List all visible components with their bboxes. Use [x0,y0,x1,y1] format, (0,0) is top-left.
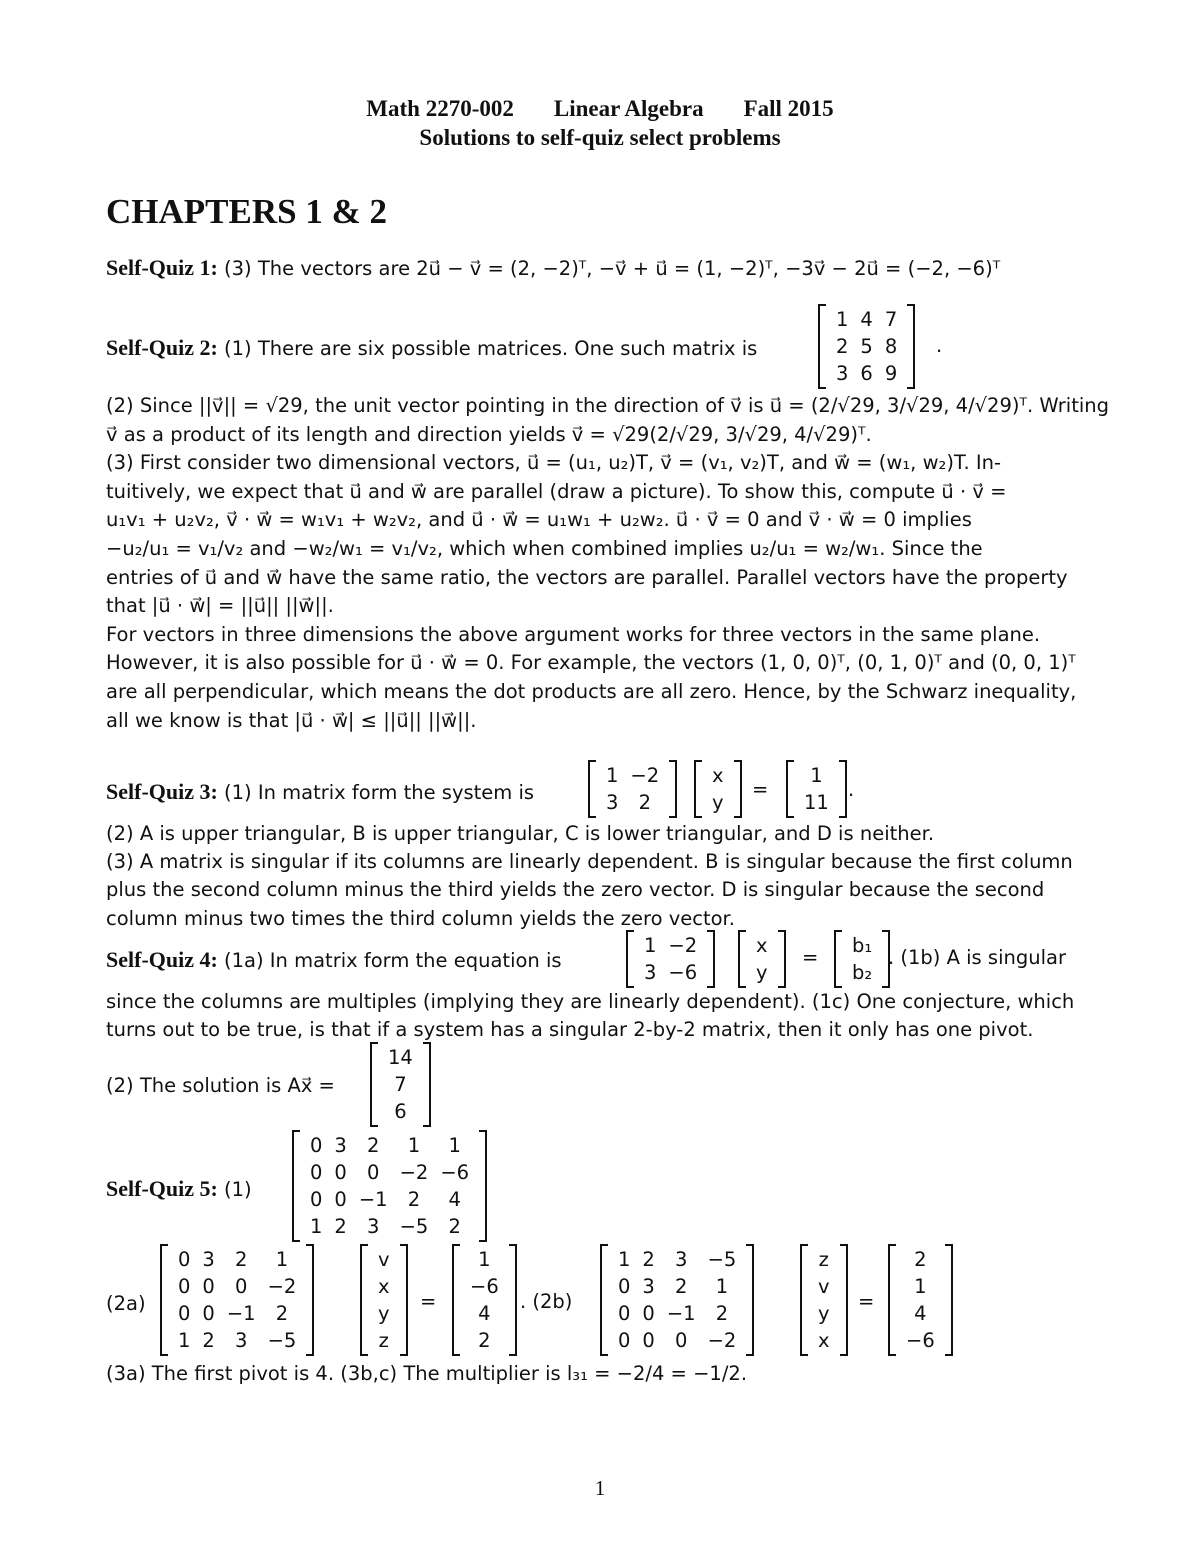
quiz4-unknown-vector [738,930,786,988]
matrix-entry: 2 [914,1248,927,1271]
matrix-entry: 2 [448,1215,461,1238]
matrix-entry: 2 [407,1188,421,1211]
matrix-entry: 2 [642,1248,655,1271]
text-line: For vectors in three dimensions the above argument works for three vectors in the same plane. [106,622,1041,646]
matrix-entry: 2 [478,1329,491,1352]
text-line: that |u⃗ · w⃗| = ||u⃗|| ||w⃗||. [106,594,334,618]
matrix-entry: 0 [178,1302,191,1325]
matrix-entry: 0 [334,1161,347,1184]
page-number: 1 [594,1476,606,1500]
text-line: entries of u⃗ and w⃗ have the same ratio, the vectors are parallel. Parallel vectors have the property [106,565,1068,589]
matrix-entry: z [818,1248,829,1271]
matrix-entry: x [818,1329,830,1352]
quiz2-line [106,334,1096,363]
matrix-entry: 1 [810,764,823,787]
text-line: plus the second column minus the third yields the zero vector. D is singular because the second [106,878,1045,902]
quiz4-rhs-vector [834,930,890,988]
quiz3-p1-text: (1) In matrix form the system is [224,781,535,804]
matrix-entry: 0 [334,1188,347,1211]
text-line: (2) A is upper triangular, B is upper triangular, C is lower triangular, and D is neither. [106,822,935,845]
quiz5-2a-label: (2a) [106,1292,146,1315]
matrix-entry: 1 [715,1275,729,1298]
matrix-entry: 1 [310,1215,323,1238]
matrix-entry: 1 [275,1248,289,1271]
matrix-entry: 3 [606,791,619,814]
equals-sign: = [752,778,769,801]
matrix-entry: v [818,1275,830,1298]
period-mark: . [936,334,943,357]
course-term: Fall 2015 [743,96,834,121]
text-line: However, it is also possible for u⃗ · w⃗ = 0. For example, the vectors (1, 0, 0)ᵀ, (0, 1, 0)ᵀ and (0, 0, 1)ᵀ [106,651,1076,675]
matrix-entry: 6 [860,362,873,385]
matrix-entry: 0 [178,1248,191,1271]
matrix-entry: 2 [235,1248,248,1271]
matrix-entry: 0 [618,1275,631,1298]
text-line: are all perpendicular, which means the dot products are all zero. Hence, by the Schwarz inequality, [106,680,1077,703]
quiz1-label: Self-Quiz 1: [106,255,218,280]
matrix-entry: 1 [178,1329,191,1352]
matrix-entry: −2 [668,934,698,957]
matrix-entry: 4 [448,1188,461,1211]
matrix-entry: −5 [267,1329,297,1352]
matrix-entry: 0 [310,1188,323,1211]
matrix-entry: −2 [707,1329,737,1352]
text-line: (2) Since ||v⃗|| = √29, the unit vector pointing in the direction of v⃗ is u⃗ = (2/√29, 3/√29, 4/√29)ᵀ. Writing [106,394,1110,417]
matrix-entry: 2 [275,1302,289,1325]
text-line: (3) First consider two dimensional vectors, u⃗ = (u₁, u₂)T, v⃗ = (v₁, v₂)T, and w⃗ = (w₁, w₂)T. In- [106,451,1002,475]
matrix-entry: z [378,1329,389,1352]
matrix-entry: −5 [707,1248,737,1271]
quiz5-line [106,1175,1096,1204]
matrix-entry: 1 [407,1134,421,1157]
matrix-entry: 8 [884,335,898,358]
matrix-entry: 2 [202,1329,215,1352]
matrix-entry: 0 [202,1275,215,1298]
matrix-entry: 1 [914,1275,927,1298]
matrix-entry: 0 [310,1161,323,1184]
quiz4-p2-text: (2) The solution is Ax⃗ = [106,1074,335,1097]
matrix-entry: −6 [668,961,698,984]
quiz3-unknown-vector [694,760,742,818]
quiz2-matrix [818,304,915,389]
matrix-entry: 0 [178,1275,191,1298]
matrix-entry: x [712,764,724,787]
matrix-entry: 4 [914,1302,927,1325]
matrix-entry: v [378,1248,390,1271]
matrix-entry: 3 [642,1275,655,1298]
matrix-entry: 1 [836,308,849,331]
quiz4-p2-line [106,1072,1096,1100]
quiz4-label: Self-Quiz 4: [106,947,218,972]
matrix-entry: 0 [618,1302,631,1325]
matrix-entry: 2 [836,335,849,358]
quiz3-label: Self-Quiz 3: [106,779,218,804]
matrix-entry: 0 [310,1134,323,1157]
quiz5-2b-rhs [888,1244,953,1356]
quiz2-label: Self-Quiz 2: [106,335,218,360]
matrix-entry: 0 [642,1302,655,1325]
matrix-entry: 6 [394,1100,407,1123]
matrix-entry: 11 [804,791,829,814]
matrix-entry: 14 [388,1046,413,1069]
header-line [0,96,1200,122]
matrix-entry: 3 [675,1248,688,1271]
matrix-entry: −1 [226,1302,256,1325]
equals-sign: = [420,1290,437,1313]
quiz4-p1-text: (1a) In matrix form the equation is [224,949,562,972]
matrix-entry: 3 [836,362,849,385]
quiz5-2a-unknowns [360,1244,408,1356]
quiz4-solution-vector [370,1042,431,1127]
course-subject: Linear Algebra [553,96,704,121]
quiz3-rhs-vector [786,760,847,818]
matrix-entry: 0 [618,1329,631,1352]
quiz5-label: Self-Quiz 5: [106,1176,218,1201]
quiz5-2a-rhs [452,1244,517,1356]
quiz1-line [106,254,1096,283]
matrix-entry: −1 [358,1188,388,1211]
matrix-entry: −6 [470,1275,499,1298]
quiz5-p1-text: (1) [224,1178,252,1201]
matrix-entry: 2 [638,791,651,814]
quiz5-matrix [292,1130,487,1242]
equals-sign: = [802,946,819,969]
document-subtitle: Solutions to self-quiz select problems [419,125,781,150]
matrix-entry: −2 [630,764,660,787]
matrix-entry: 0 [202,1302,215,1325]
quiz4-coefficient-matrix [626,930,715,988]
matrix-entry: 3 [235,1329,248,1352]
matrix-entry: −1 [666,1302,696,1325]
matrix-entry: −5 [399,1215,429,1238]
matrix-entry: 3 [334,1134,347,1157]
matrix-entry: 3 [367,1215,380,1238]
matrix-entry: 7 [394,1073,407,1096]
quiz5-last-line: (3a) The first pivot is 4. (3b,c) The multiplier is l₃₁ = −2/4 = −1/2. [106,1362,748,1385]
course-number: Math 2270-002 [366,96,514,121]
matrix-entry: 2 [715,1302,729,1325]
matrix-entry: y [818,1302,830,1325]
text-line: −u₂/u₁ = v₁/v₂ and −w₂/w₁ = v₁/v₂, which when combined implies u₂/u₁ = w₂/w₁. Since the [106,537,983,560]
matrix-entry: 0 [235,1275,248,1298]
matrix-entry: b₁ [852,934,873,957]
matrix-entry: 1 [606,764,619,787]
text-line: v⃗ as a product of its length and direction yields v⃗ = √29(2/√29, 3/√29, 4/√29)ᵀ. [106,422,872,446]
matrix-entry: 2 [675,1275,688,1298]
quiz3-coefficient-matrix [588,760,677,818]
text-line: turns out to be true, is that if a system has a singular 2-by-2 matrix, then it only has one pivot. [106,1018,1034,1042]
matrix-entry: 0 [675,1329,688,1352]
matrix-entry: 2 [367,1134,380,1157]
chapter-title: CHAPTERS 1 & 2 [106,192,387,231]
quiz4-p1-after: . (1b) A is singular [888,946,1066,969]
text-line: all we know is that |u⃗ · w⃗| ≤ ||u⃗|| ||w⃗||. [106,708,477,732]
text-line: (3) A matrix is singular if its columns are linearly dependent. B is singular because the first column [106,850,1073,874]
text-line: column minus two times the third column yields the zero vector. [106,906,735,930]
matrix-entry: −6 [906,1329,935,1352]
matrix-entry: 3 [202,1248,215,1271]
matrix-entry: y [712,791,724,814]
matrix-entry: 9 [884,362,898,385]
matrix-entry: 4 [860,308,873,331]
quiz1-text: (3) The vectors are 2u⃗ − v⃗ = (2, −2)ᵀ, −v⃗ + u⃗ = (1, −2)ᵀ, −3v⃗ − 2u⃗ = (−2, −6)ᵀ [224,257,1001,280]
matrix-entry: x [756,934,768,957]
matrix-entry: 1 [618,1248,631,1271]
matrix-entry: 4 [478,1302,491,1325]
matrix-entry: 0 [367,1161,380,1184]
matrix-entry: −2 [399,1161,429,1184]
quiz5-2a-matrix [160,1244,314,1356]
quiz5-2b-matrix [600,1244,754,1356]
quiz5-2b-label: . (2b) [520,1290,573,1313]
matrix-entry: 3 [644,961,657,984]
matrix-entry: 1 [478,1248,491,1271]
quiz5-2b-unknowns [800,1244,848,1356]
period-mark: . [848,778,855,801]
matrix-entry: y [756,961,768,984]
matrix-entry: 7 [884,308,898,331]
text-line: since the columns are multiples (implying they are linearly dependent). (1c) One conjecture, which [106,990,1075,1013]
matrix-entry: 1 [448,1134,461,1157]
text-line: tuitively, we expect that u⃗ and w⃗ are parallel (draw a picture). To show this, compute u⃗ · v⃗ = [106,479,1007,503]
matrix-entry: y [378,1302,390,1325]
matrix-entry: 0 [642,1329,655,1352]
matrix-entry: x [378,1275,390,1298]
matrix-entry: 2 [334,1215,347,1238]
matrix-entry: −2 [267,1275,297,1298]
quiz2-p1-text: (1) There are six possible matrices. One such matrix is [224,337,758,360]
matrix-entry: 5 [860,335,873,358]
equals-sign: = [858,1290,875,1313]
matrix-entry: −6 [440,1161,470,1184]
matrix-entry: 1 [644,934,657,957]
matrix-entry: b₂ [852,961,873,984]
text-line: u₁v₁ + u₂v₂, v⃗ · w⃗ = w₁v₁ + w₂v₂, and u⃗ · w⃗ = u₁w₁ + u₂w₂. u⃗ · v⃗ = 0 and v⃗ · w⃗ = 0 implies [106,508,972,532]
